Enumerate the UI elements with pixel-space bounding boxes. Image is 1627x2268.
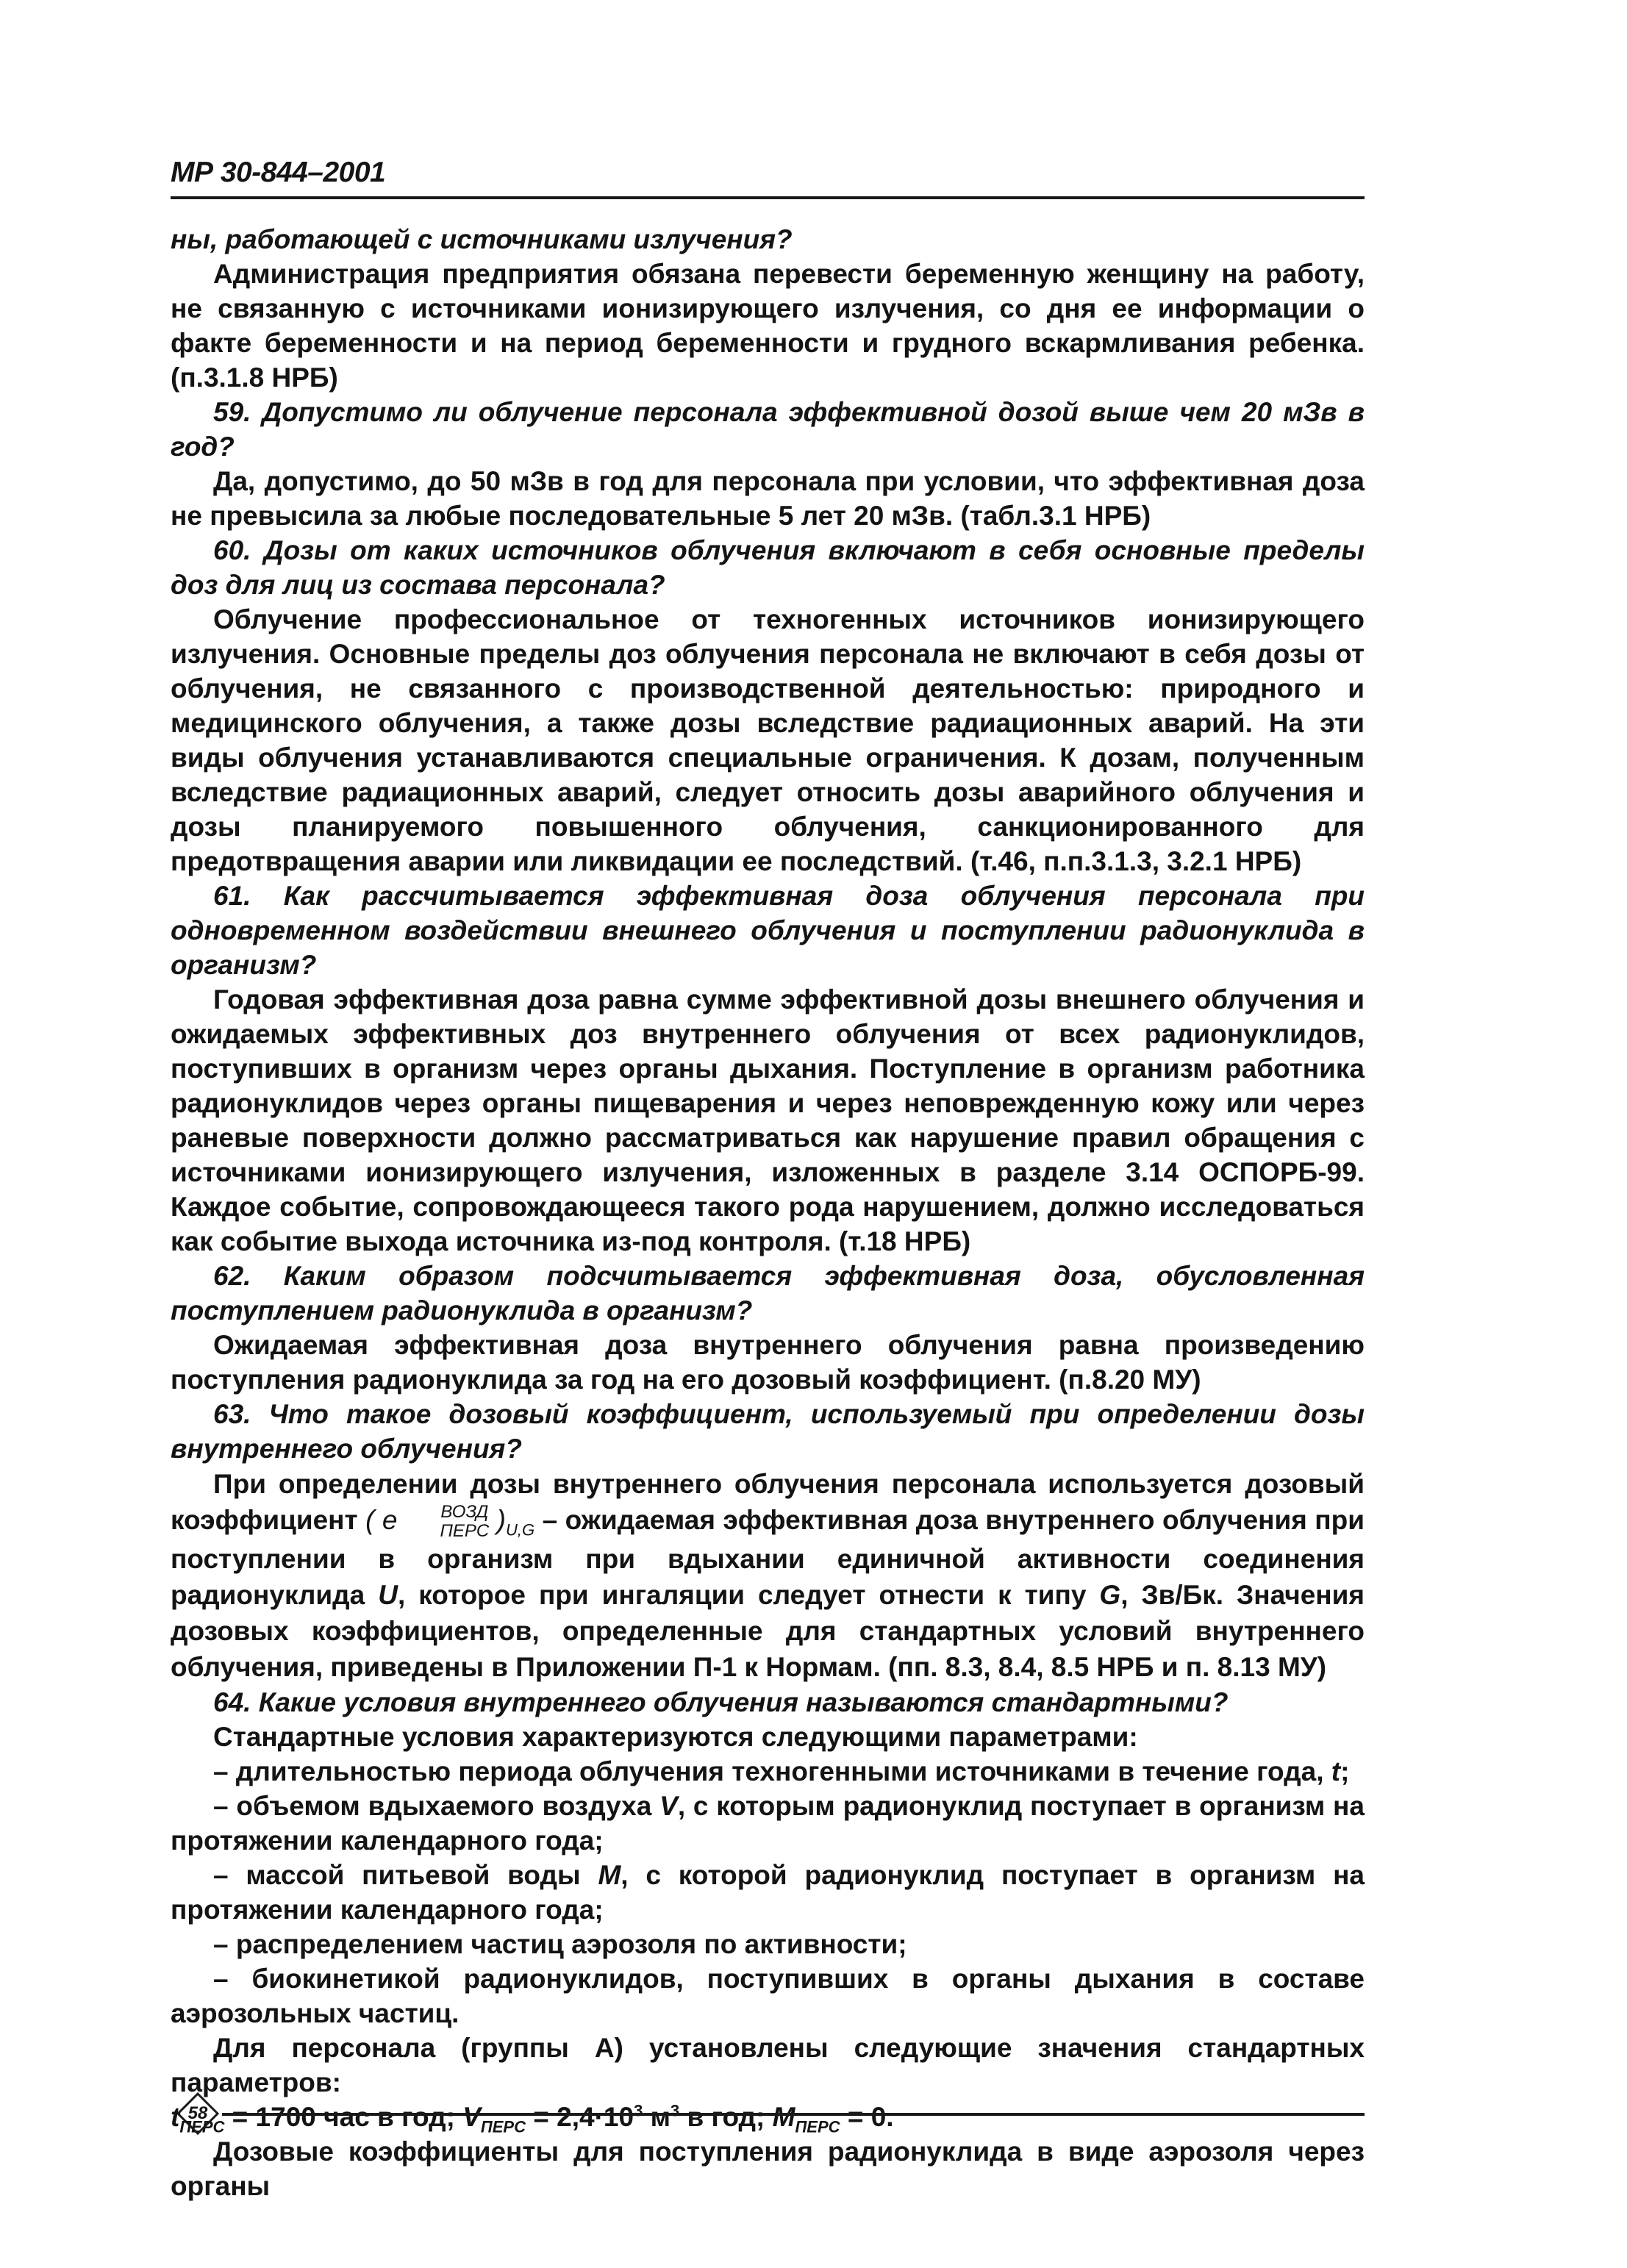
standard-params-values: $t_{ПЕРС} = 1700$ час в год; $V_{ПЕРС} = 2,4\cdot 10^3$ $м^3$ в год; $M_{ПЕРС} = 0$. bbox=[171, 2101, 894, 2136]
page-number-badge bbox=[176, 2092, 219, 2135]
question-61: 61. Как рассчитывается эффективная доза облучения персонала при одновременном воздействии внешнего облучения и поступлении радионуклида в организм? bbox=[171, 881, 1365, 980]
list-item: – объемом вдыхаемого воздуха V, с которым радионуклид поступает в организм на протяжении календарного года; bbox=[171, 1791, 1365, 1856]
page-number: 58 bbox=[187, 2103, 208, 2123]
answer-60: Облучение профессиональное от техногенных источников ионизирующего излучения. Основные пределы доз облучения персонала не включают в себя дозы от облучения, не связанного с производственной деятельностью: природного и медицинского облучения, а также дозы вследствие радиационных аварий. На эти виды облучения устанавливаются специальные ограничения. К дозам, полученным вследствие радиационных аварий, следует относить дозы аварийного облучения и дозы планируемого повышенного облучения, санкционированного для предотвращения аварии или ликвидации ее последствий. (т.46, п.п.3.1.3, 3.2.1 НРБ) bbox=[171, 604, 1365, 876]
page-body bbox=[171, 222, 1365, 2203]
list-item: – массой питьевой воды M, с которой радионуклид поступает в организм на протяжении календарного года; bbox=[171, 1860, 1365, 1925]
question-64: 64. Какие условия внутреннего облучения называются стандартными? bbox=[213, 1687, 1229, 1718]
question-60: 60. Дозы от каких источников облучения включают в себя основные пределы доз для лиц из состава персонала? bbox=[171, 535, 1365, 600]
list-item: – длительностью периода облучения техногенными источниками в течение года, t; bbox=[213, 1756, 1350, 1787]
header-divider bbox=[171, 196, 1365, 199]
question-63: 63. Что такое дозовый коэффициент, используемый при определении дозы внутреннего облучения? bbox=[171, 1399, 1365, 1464]
answer-63: При определении дозы внутреннего облучения персонала используется дозовый коэффициент ( e ВОЗД ПЕРС )$_{U,G}$ – ожидаемая эффективная доза внутреннего облучения при поступлении в организм при вдыхании единичной активности соединения радионуклида U, которое при ингаляции следует отнести к типу G, Зв/Бк. Значения дозовых коэффициентов, определенные для стандартных условий внутреннего облучения, приведены в Приложении П-1 к Нормам. (пп. 8.3, 8.4, 8.5 НРБ и п. 8.13 МУ) bbox=[171, 1469, 1365, 1683]
list-item: – распределением частиц аэрозоля по активности; bbox=[213, 1929, 907, 1960]
question-continuation: ны, работающей с источниками излучения? bbox=[171, 224, 793, 254]
page-footer bbox=[171, 2088, 1365, 2139]
answer-63-start: При определении дозы внутреннего облучения персонала используется дозовый коэффициент bbox=[171, 1469, 1365, 1535]
answer-paragraph: Администрация предприятия обязана перевести беременную женщину на работу, не связанную с источниками ионизирующего излучения, со дня ее информации о факте беременности и на период беременности и грудного вскармливания ребенка. (п.3.1.8 НРБ) bbox=[171, 259, 1365, 393]
footer-divider bbox=[222, 2113, 1365, 2116]
answer-64-intro: Стандартные условия характеризуются следующими параметрами: bbox=[213, 1722, 1138, 1753]
list-item: – биокинетикой радионуклидов, поступивших в органы дыхания в составе аэрозольных частиц. bbox=[171, 1964, 1365, 2029]
page-header bbox=[171, 157, 1365, 199]
standard-params-intro: Для персонала (группы А) установлены следующие значения стандартных параметров: bbox=[171, 2033, 1365, 2098]
question-62: 62. Каким образом подсчитывается эффективная доза, обусловленная поступлением радионуклида в организм? bbox=[171, 1261, 1365, 1326]
answer-59: Да, допустимо, до 50 мЗв в год для персонала при условии, что эффективная доза не превысила за любые последовательные 5 лет 20 мЗв. (табл.3.1 НРБ) bbox=[171, 466, 1365, 531]
answer-61: Годовая эффективная доза равна сумме эффективной дозы внешнего облучения и ожидаемых эффективных доз внутреннего облучения от всех радионуклидов, поступивших в организм через органы дыхания. Поступление в организм работника радионуклидов через органы пищеварения и через неповрежденную кожу или через раневые поверхности должно рассматриваться как нарушение правил обращения с источниками ионизирующего излучения, изложенных в разделе 3.14 ОСПОРБ-99. Каждое событие, сопровождающееся такого рода нарушением, должно исследоваться как событие выхода источника из-под контроля. (т.18 НРБ) bbox=[171, 984, 1365, 1256]
question-59: 59. Допустимо ли облучение персонала эффективной дозой выше чем 20 мЗв в год? bbox=[171, 397, 1365, 462]
dose-coefficient-formula: ( e ВОЗД ПЕРС )$_{U,G}$ bbox=[365, 1502, 535, 1542]
document-code: МР 30-844–2001 bbox=[171, 157, 386, 188]
continued-paragraph: Дозовые коэффициенты для поступления радионуклида в виде аэрозоля через органы bbox=[171, 2136, 1365, 2202]
answer-62: Ожидаемая эффективная доза внутреннего облучения равна произведению поступления радионуклида за год на его дозовый коэффициент. (п.8.20 МУ) bbox=[171, 1330, 1365, 1395]
